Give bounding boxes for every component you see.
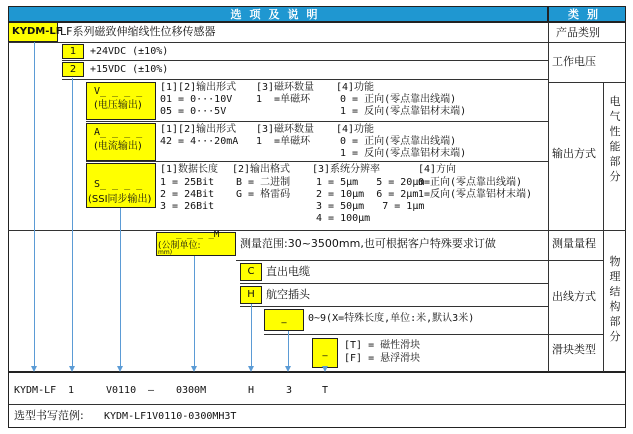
output-s-col2-head: [2]输出格式 (232, 164, 291, 175)
cable-text-c: 直出电缆 (266, 265, 310, 278)
output-s-col1-head: [1]数据长度 (160, 164, 219, 175)
voltage-text-1: +24VDC (±10%) (90, 46, 169, 57)
output-s-col1-l3: 3 = 26Bit (160, 201, 215, 212)
output-a-col1-head: [1][2]输出形式 (160, 124, 237, 135)
range-label: (公制单位: (158, 241, 201, 251)
output-s-label: (SSI同步输出) (88, 194, 152, 205)
cable-text-h: 航空插头 (266, 288, 310, 301)
output-v-col1-l2: 05 = 0···5V (160, 106, 227, 117)
output-v-col2-head: [3]磁环数量 (256, 82, 315, 93)
output-s-col3-l3: 3 = 50μm 7 = 1μm (316, 201, 425, 212)
output-s-col4-l2: 1=反向(零点靠铝材末端) (418, 189, 533, 200)
header-category: 类别 (548, 6, 626, 22)
cable-length-code: _ (264, 309, 304, 331)
category-product: 产品类别 (556, 26, 600, 39)
example-part-3: V0110 (106, 385, 137, 396)
output-v-col1-l1: 01 = 0···10V (160, 94, 233, 105)
category-output: 输出方式 (552, 147, 596, 160)
range-text: 测量范围:30~3500mm,也可根据客户特殊要求订做 (240, 237, 496, 250)
output-s-col1-l1: 1 = 25Bit (160, 177, 215, 188)
output-a-col3-l1: 0 = 正向(零点靠出线端) (340, 136, 457, 147)
slider-l1: [T] = 磁性滑块 (344, 340, 421, 351)
range-label2: mm) (158, 249, 173, 256)
output-v-col3-l1: 0 = 正向(零点靠出线端) (340, 94, 457, 105)
example-part-1: KYDM-LF (14, 385, 57, 396)
header-options: 选项及说明 (8, 6, 548, 22)
example-part-4: — (148, 385, 155, 396)
voltage-code-2: 2 (62, 62, 84, 77)
cable-code-h: H (240, 286, 262, 304)
output-v-col1-head: [1][2]输出形式 (160, 82, 237, 93)
output-v-col2-l1: 1 =单磁环 (256, 94, 311, 105)
example-part-5: 0300M (176, 385, 207, 396)
output-a-col2-head: [3]磁环数量 (256, 124, 315, 135)
output-s-code: S_ _ _ _ (94, 179, 143, 190)
slider-l2: [F] = 悬浮滑块 (344, 353, 421, 364)
example-part-7: 3 (286, 385, 293, 396)
slider-code: _ (312, 338, 338, 368)
output-s-col2-l2: G = 格雷码 (236, 189, 291, 200)
category-cable: 出线方式 (552, 290, 596, 303)
output-v-code: V_ _ _ _ (94, 86, 143, 97)
output-s-col3-l1: 1 = 5μm 5 = 20μm (316, 177, 425, 188)
example-part-2: 1 (68, 385, 75, 396)
output-a-code: A_ _ _ _ (94, 127, 143, 138)
output-v-col3-l2: 1 = 反向(零点靠铝材末端) (340, 106, 467, 117)
cable-length-text: 0~9(X=特殊长度,单位:米,默认3米) (308, 313, 475, 324)
output-s-col4-head: [4]方向 (418, 164, 457, 175)
output-s-col3-l4: 4 = 100μm (316, 213, 371, 224)
output-s-col3-l2: 2 = 10μm 6 = 2μm (316, 189, 419, 200)
output-v-label: (电压输出) (94, 100, 142, 111)
output-s-col4-l1: 0=正向(零点靠出线端) (418, 177, 523, 188)
output-a-col1-l1: 42 = 4···20mA (160, 136, 239, 147)
model-code: KYDM-LF (8, 22, 58, 42)
output-s-col2-l1: B = 二进制 (236, 177, 291, 188)
voltage-code-1: 1 (62, 44, 84, 59)
example-label: 选型书写范例: (14, 409, 84, 422)
output-s-col3-head: [3]系统分辨率 (312, 164, 381, 175)
output-a-col3-head: [4]功能 (336, 124, 375, 135)
output-v-col3-head: [4]功能 (336, 82, 375, 93)
output-a-col3-l2: 1 = 反向(零点靠铝材末端) (340, 148, 467, 159)
model-name: LF系列磁致伸缩线性位移传感器 (60, 25, 216, 38)
output-a-label: (电流输出) (94, 141, 142, 152)
cable-code-c: C (240, 263, 262, 281)
category-voltage: 工作电压 (552, 55, 596, 68)
category-electrical: 电 气 性 能 部 分 (609, 95, 621, 183)
category-physical: 物 理 结 构 部 分 (609, 255, 621, 343)
output-a-col2-l1: 1 =单磁环 (256, 136, 311, 147)
example-value: KYDM-LF1V0110-0300MH3T (104, 411, 237, 422)
example-part-6: H (248, 385, 255, 396)
category-range: 测量量程 (552, 237, 596, 250)
range-code: _ _ _ _M (176, 230, 220, 240)
voltage-text-2: +15VDC (±10%) (90, 64, 169, 75)
category-slider: 滑块类型 (552, 343, 596, 356)
example-part-8: T (322, 385, 329, 396)
output-s-col1-l2: 2 = 24Bit (160, 189, 215, 200)
